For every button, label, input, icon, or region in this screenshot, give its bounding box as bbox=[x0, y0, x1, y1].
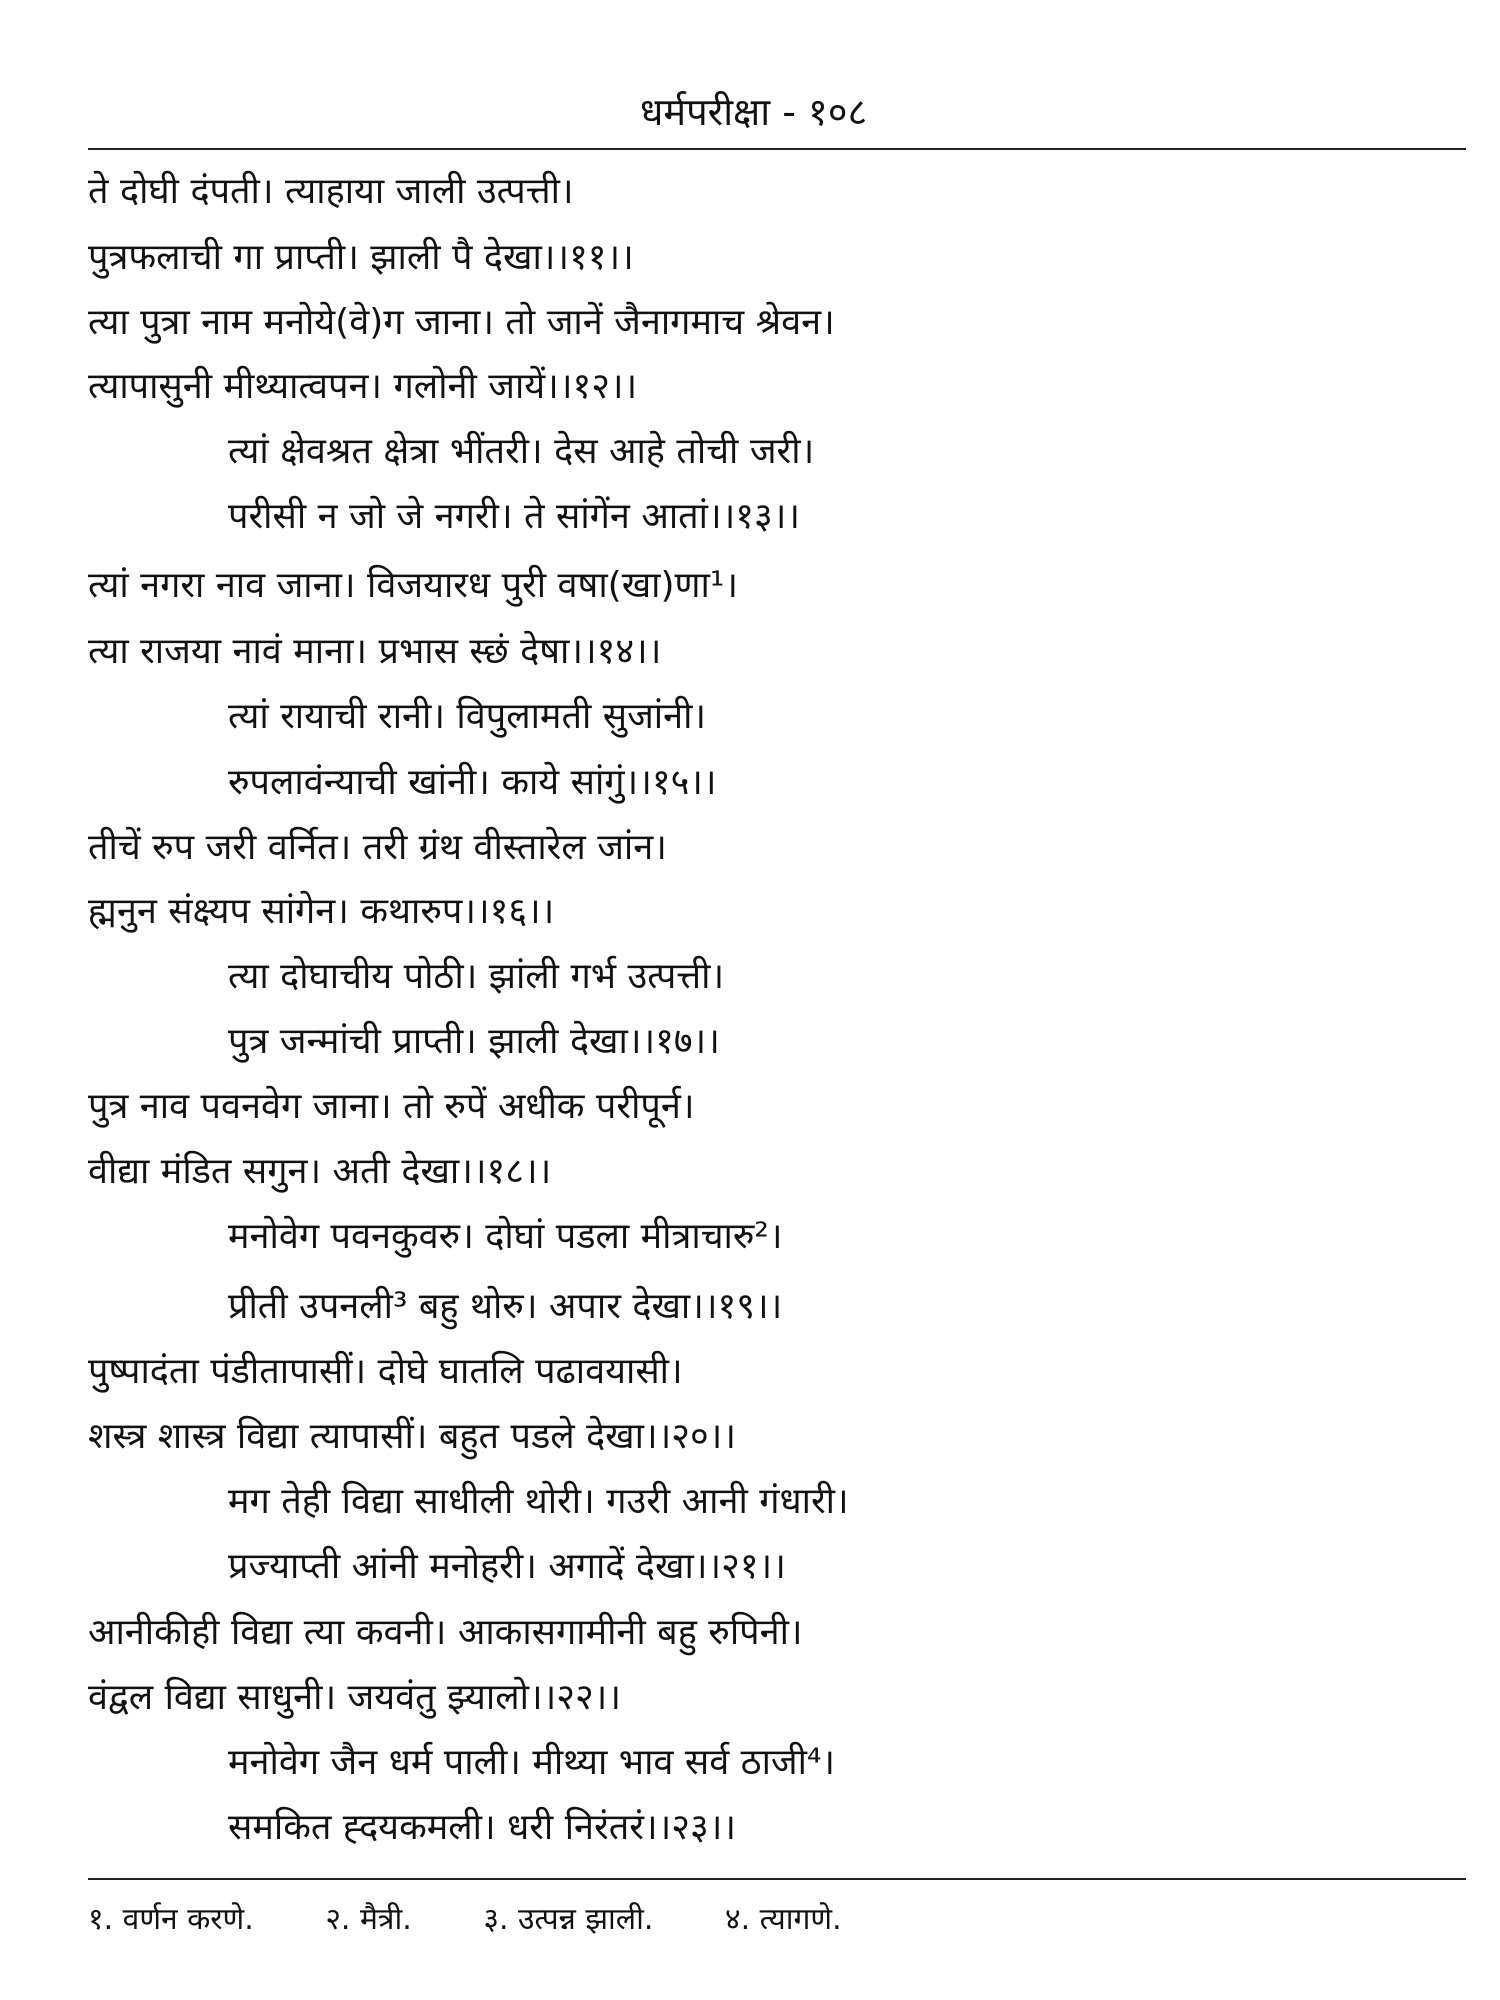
page-header: धर्मपरीक्षा - १०८ bbox=[640, 90, 868, 134]
header-rule bbox=[88, 148, 1466, 150]
footnote: ३. उत्पन्न झाली. bbox=[483, 1902, 654, 1937]
verse-line: वीद्या मंडित सगुन। अती देखा।।१८।। bbox=[88, 1151, 552, 1192]
verse-line: त्यापासुनी मीथ्यात्वपन। गलोनी जायें।।१२।। bbox=[88, 366, 638, 407]
verse-line: पुत्रफलाची गा प्राप्ती। झाली पै देखा।।११।। bbox=[88, 237, 634, 278]
verse-line: त्या राजया नावं माना। प्रभास स्छं देषा।।१४।। bbox=[88, 631, 662, 672]
footnote: २. मैत्री. bbox=[325, 1902, 412, 1937]
verse-line: त्यां रायाची रानी। विपुलामती सुजांनी। bbox=[228, 696, 707, 737]
verse-line: प्रीती उपनली³ बहु थोरु। अपार देखा।।१९।। bbox=[228, 1286, 783, 1327]
verse-line: मग तेही विद्या साधीली थोरी। गउरी आनी गंधारी। bbox=[228, 1481, 849, 1522]
verse-line: त्यां नगरा नाव जाना। विजयारध पुरी वषा(खा)णा¹। bbox=[88, 565, 738, 606]
verse-line: समकित ह्दयकमली। धरी निरंतरं।।२३।। bbox=[228, 1807, 736, 1848]
verse-line: मनोवेग पवनकुवरु। दोघां पडला मीत्राचारु²। bbox=[228, 1216, 783, 1257]
verse-line: रुपलावंन्याची खांनी। काये सांगुं।।१५।। bbox=[228, 762, 717, 803]
verse-line: मनोवेग जैन धर्म पाली। मीथ्या भाव सर्व ठाजी⁴। bbox=[228, 1742, 836, 1783]
verse-line: वंद्वल विद्या साधुनी। जयवंतु झ्यालो।।२२।। bbox=[88, 1677, 621, 1718]
verse-line: पुत्र नाव पवनवेग जाना। तो रुपें अधीक परीपूर्न। bbox=[88, 1086, 695, 1127]
verse-line: पुत्र जन्मांची प्राप्ती। झाली देखा।।१७।। bbox=[228, 1021, 720, 1062]
verse-line: तीचें रुप जरी वर्नित। तरी ग्रंथ वीस्तारेल जांन। bbox=[88, 827, 667, 868]
footnote: १. वर्णन करणे. bbox=[88, 1902, 254, 1937]
footnotes bbox=[88, 1900, 904, 1940]
footnote-rule bbox=[88, 1878, 1466, 1880]
verse-line: ते दोघी दंपती। त्याहाया जाली उत्पत्ती। bbox=[88, 171, 574, 212]
verse-line: त्यां क्षेवश्रत क्षेत्रा भींतरी। देस आहे तोची जरी। bbox=[228, 431, 815, 472]
verse-line: आनीकीही विद्या त्या कवनी। आकासगामीनी बहु रुपिनी। bbox=[88, 1612, 803, 1653]
verse-line: त्या दोघाचीय पोठी। झांली गर्भ उत्पत्ती। bbox=[228, 956, 725, 997]
verse-line: परीसी न जो जे नगरी। ते सांगेंन आतां।।१३।। bbox=[228, 496, 801, 537]
verse-line: पुष्पादंता पंडीतापासीं। दोघे घातलि पढावयासी। bbox=[88, 1351, 683, 1392]
footnote: ४. त्यागणे. bbox=[724, 1902, 842, 1937]
verse-line: प्रज्याप्ती आंनी मनोहरी। अगादें देखा।।२१।। bbox=[228, 1546, 786, 1587]
verse-line: शस्त्र शास्त्र विद्या त्यापासीं। बहुत पडले देखा।।२०।। bbox=[88, 1416, 736, 1457]
verse-line: त्या पुत्रा नाम मनोये(वे)ग जाना। तो जानें जैनागमाच श्रेवन। bbox=[88, 302, 835, 343]
verse-line: ह्मनुन संक्ष्यप सांगेन। कथारुप।।१६।। bbox=[88, 891, 555, 932]
